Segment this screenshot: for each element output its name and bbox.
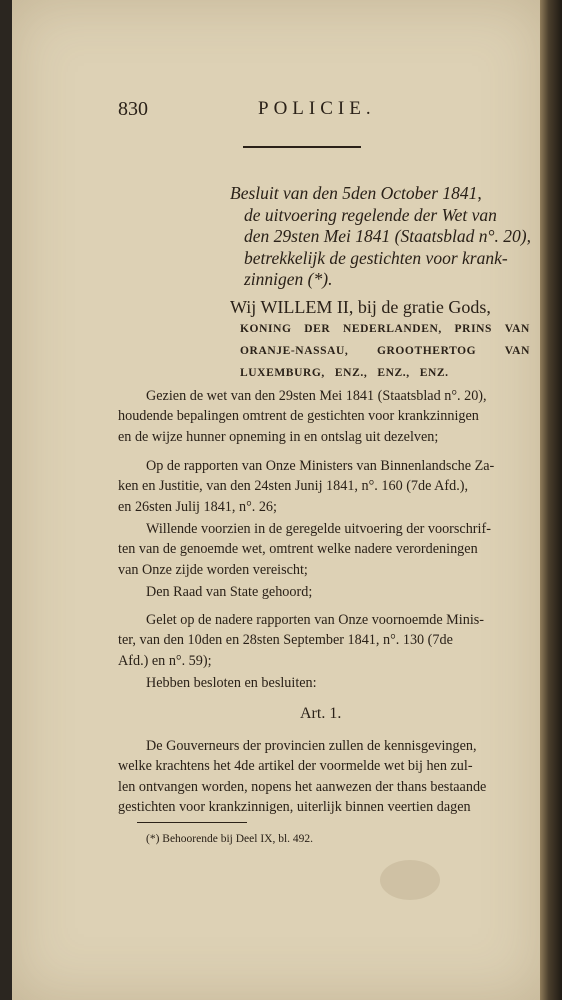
title-word: VAN: [504, 323, 530, 335]
title-word: NEDERLANDEN,: [342, 323, 442, 335]
text-line: en 26sten Julij 1841, n°. 26;: [118, 498, 277, 515]
title-word: LUXEMBURG,: [240, 367, 325, 379]
title-word: DER: [304, 323, 331, 335]
paper-stain: [380, 860, 440, 900]
text-line: en de wijze hunner opneming in en ontslag uit dezelven;: [118, 428, 439, 445]
text-line: ten van de genoemde wet, omtrent welke nadere verordeningen: [118, 541, 478, 558]
header-rule: [243, 146, 361, 148]
preamble: [230, 297, 530, 384]
royal-title-line: [240, 318, 530, 340]
title-word: ORANJE-NASSAU,: [240, 345, 349, 357]
royal-titles: [230, 318, 530, 384]
text-line: Op de rapporten van Onze Ministers van Binnenlandsche Za-: [146, 458, 495, 474]
text-line: Gezien de wet van den 29sten Mei 1841 (Staatsblad n°. 20),: [146, 388, 487, 404]
text-line: Afd.) en n°. 59);: [118, 652, 212, 669]
text-line: Den Raad van State gehoord;: [146, 584, 313, 600]
title-word: PRINS: [454, 323, 493, 335]
paragraph: [118, 386, 530, 447]
footnote-rule: [137, 822, 247, 823]
title-word: ENZ.,: [377, 367, 410, 379]
text-line: Gelet op de nadere rapporten van Onze voornoemde Minis-: [146, 612, 485, 628]
text-line: welke krachtens het 4de artikel der voormelde wet bij hen zul-: [118, 758, 473, 775]
title-line: den 29sten Mei 1841 (Staatsblad n°. 20),: [244, 226, 531, 246]
title-line: betrekkelijk de gestichten voor krank-: [244, 247, 508, 268]
text-line: ter, van den 10den en 28sten September 1841, n°. 130 (7de: [118, 632, 453, 649]
paragraph: [118, 610, 530, 671]
decree-title: [230, 183, 532, 291]
paragraph: [118, 456, 530, 517]
text-line: len ontvangen worden, nopens het aanwezen der thans bestaande: [118, 778, 487, 795]
footnote: (*) Behoorende bij Deel IX, bl. 492.: [146, 833, 314, 845]
title-word: GROOTHERTOG: [376, 345, 477, 357]
text-line: houdende bepalingen omtrent de gestichten voor krankzinnigen: [118, 408, 479, 425]
title-line: zinnigen (*).: [244, 269, 333, 289]
text-line: ken en Justitie, van den 24sten Junij 1841, n°. 160 (7de Afd.),: [118, 478, 469, 495]
text-line: gestichten voor krankzinnigen, uiterlijk binnen veertien dagen: [118, 799, 471, 816]
royal-title-line: [240, 362, 530, 384]
title-word: VAN: [504, 345, 530, 357]
title-word: ENZ.,: [334, 367, 368, 379]
text-line: Willende voorzien in de geregelde uitvoering der voorschrif-: [146, 521, 491, 537]
text-line: Hebben besloten en besluiten:: [146, 675, 317, 691]
paragraph: [118, 673, 530, 693]
paragraph: [118, 519, 530, 580]
book-spine: [540, 0, 562, 1000]
paragraph: [118, 582, 530, 602]
text-line: van Onze zijde worden vereischt;: [118, 561, 308, 578]
title-line: de uitvoering regelende der Wet van: [244, 204, 497, 225]
title-word: KONING: [240, 323, 292, 335]
title-line: Besluit van den 5den October 1841,: [230, 183, 482, 203]
running-title: POLICIE.: [258, 98, 376, 119]
page-number: 830: [118, 98, 148, 120]
royal-title-line: [240, 340, 530, 362]
text-line: De Gouverneurs der provincien zullen de kennisgevingen,: [146, 738, 477, 754]
article-heading: Art. 1.: [300, 705, 342, 722]
article-text: [118, 736, 530, 818]
preamble-opening: Wij WILLEM II, bij de gratie Gods,: [230, 297, 491, 317]
title-word: ENZ.: [419, 367, 449, 379]
